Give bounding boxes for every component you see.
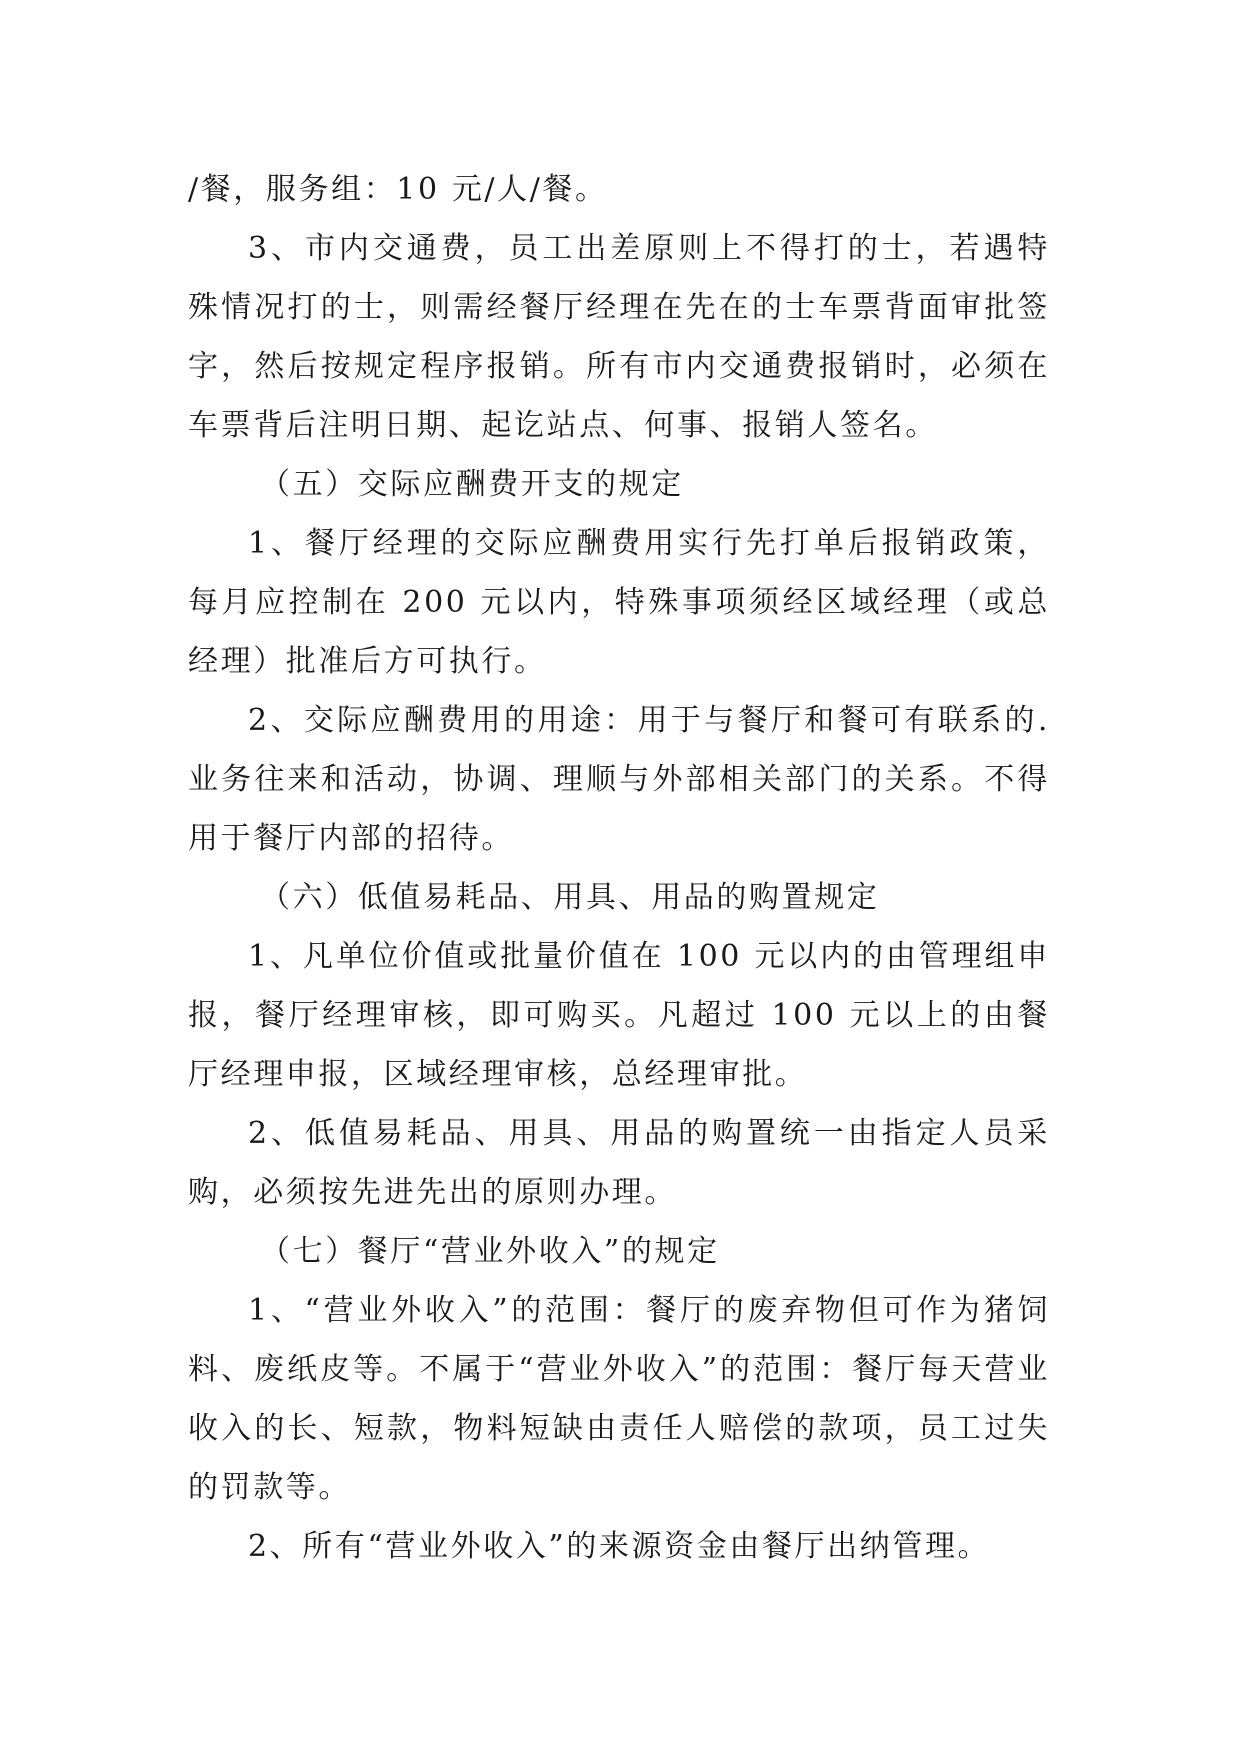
paragraph-non-operating-cashier: 2、所有“营业外收入”的来源资金由餐厅出纳管理。 — [248, 1529, 991, 1564]
section-heading-entertainment: （五）交际应酬费开支的规定 — [260, 467, 684, 502]
document-body — [188, 160, 1050, 1576]
paragraph-continuation: /餐，服务组：10 元/人/餐。 — [188, 172, 608, 207]
section-heading-consumables: （六）低值易耗品、用具、用品的购置规定 — [260, 880, 880, 915]
paragraph-entertainment-usage: 2、交际应酬费用的用途：用于与餐厅和餐可有联系的.业务往来和活动，协调、理顺与外部相关部门的关系。不得用于餐厅内部的招待。 — [188, 703, 1050, 856]
paragraph-consumables-purchase: 2、低值易耗品、用具、用品的购置统一由指定人员采购，必须按先进先出的原则办理。 — [188, 1116, 1050, 1210]
paragraph-consumables-approval: 1、凡单位价值或批量价值在 100 元以内的由管理组申报，餐厅经理审核，即可购买。凡超过 100 元以上的由餐厅经理申报，区域经理审核，总经理审批。 — [188, 939, 1050, 1092]
paragraph-non-operating-scope: 1、“营业外收入”的范围：餐厅的废弃物但可作为猪饲料、废纸皮等。不属于“营业外收入”的范围：餐厅每天营业收入的长、短款，物料短缺由责任人赔偿的款项，员工过失的罚款等。 — [188, 1293, 1050, 1505]
paragraph-city-transport: 3、市内交通费，员工出差原则上不得打的士，若遇特殊情况打的士，则需经餐厅经理在先在的士车票背面审批签字，然后按规定程序报销。所有市内交通费报销时，必须在车票背后注明日期、起讫站点、何事、报销人签名。 — [188, 231, 1050, 443]
paragraph-entertainment-limit: 1、餐厅经理的交际应酬费用实行先打单后报销政策，每月应控制在 200 元以内，特殊事项须经区域经理（或总经理）批准后方可执行。 — [188, 526, 1050, 679]
section-heading-non-operating-income: （七）餐厅“营业外收入”的规定 — [260, 1234, 720, 1269]
